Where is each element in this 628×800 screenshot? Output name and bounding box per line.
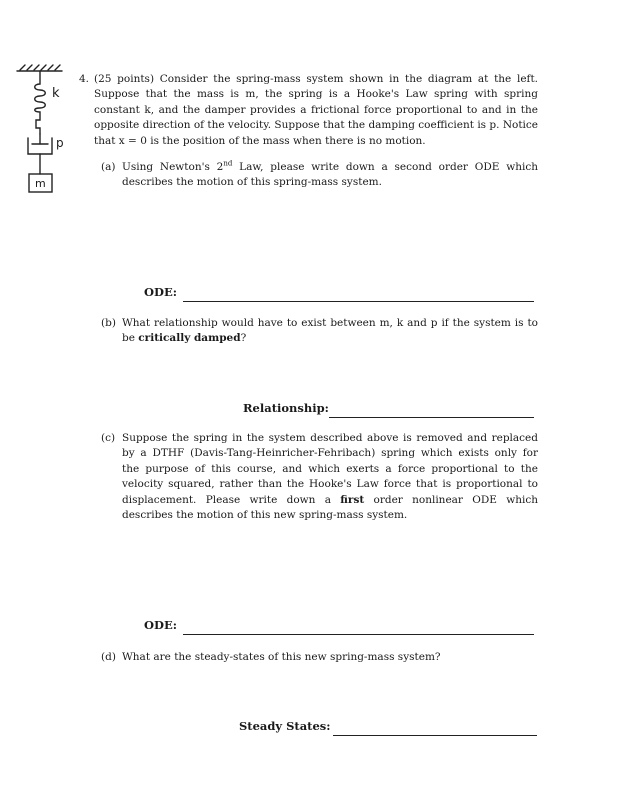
part-b-answer-label: Relationship: <box>243 401 329 415</box>
part-c-text-after: order nonlinear ODE which describes the motion of this new spring-mass system. <box>122 493 538 522</box>
part-a-superscript: nd <box>223 159 233 168</box>
part-c-bold: first <box>340 493 365 506</box>
part-d-letter: (d) <box>101 651 116 663</box>
damper-label: p <box>56 136 64 150</box>
part-c-text <box>122 431 538 523</box>
spring-label: k <box>52 86 60 101</box>
part-a-answer-label: ODE: <box>144 285 178 299</box>
part-b-text-after: ? <box>240 332 247 345</box>
part-c-letter: (c) <box>101 432 116 444</box>
part-b-letter: (b) <box>101 317 116 329</box>
part-a-text-before: Using Newton's 2 <box>122 161 224 173</box>
problem-number: 4. <box>79 73 90 85</box>
part-c-answer-line[interactable] <box>183 634 534 635</box>
spring-icon <box>35 71 46 134</box>
part-d-text: What are the steady-states of this new spring-mass system? <box>122 651 441 663</box>
part-a-letter: (a) <box>101 161 116 173</box>
part-b-answer-line[interactable] <box>329 417 534 418</box>
part-d-answer-line[interactable] <box>333 735 537 736</box>
problem-statement: (25 points) Consider the spring-mass system shown in the diagram at the left. Suppose that the mass is m, the spring is a Hooke's Law spring with spring constant k, and the damper provides a frictional force proportional to and in the opposite direction of the velocity. Suppose that the damping coefficient is p. Notice that x = 0 is the position of the mass when there is no motion. <box>94 73 538 147</box>
part-b-text <box>122 316 538 347</box>
part-a-answer-line[interactable] <box>183 301 534 302</box>
part-d-answer-label: Steady States: <box>239 719 331 733</box>
part-c-answer-label: ODE: <box>144 618 178 632</box>
part-a-text-after: Law, please write down a second order ODE which describes the motion of this spring-mass system. <box>122 161 539 189</box>
part-b-text-before: What relationship would have to exist between m, k and p if the system is to be <box>122 317 538 345</box>
mass-label: m <box>35 177 46 190</box>
part-c-text-before: Suppose the spring in the system described above is removed and replaced by a DTHF (Davis-Tang-Heinricher-Fehribach) spring which exists only for the purpose of this course, and which exerts a force proportional to the velocity squared, rather than the Hooke's Law force that is proportional to displacement. Please write down a <box>122 432 538 506</box>
part-b-bold: critically damped <box>138 332 241 345</box>
part-a-text <box>122 160 538 191</box>
